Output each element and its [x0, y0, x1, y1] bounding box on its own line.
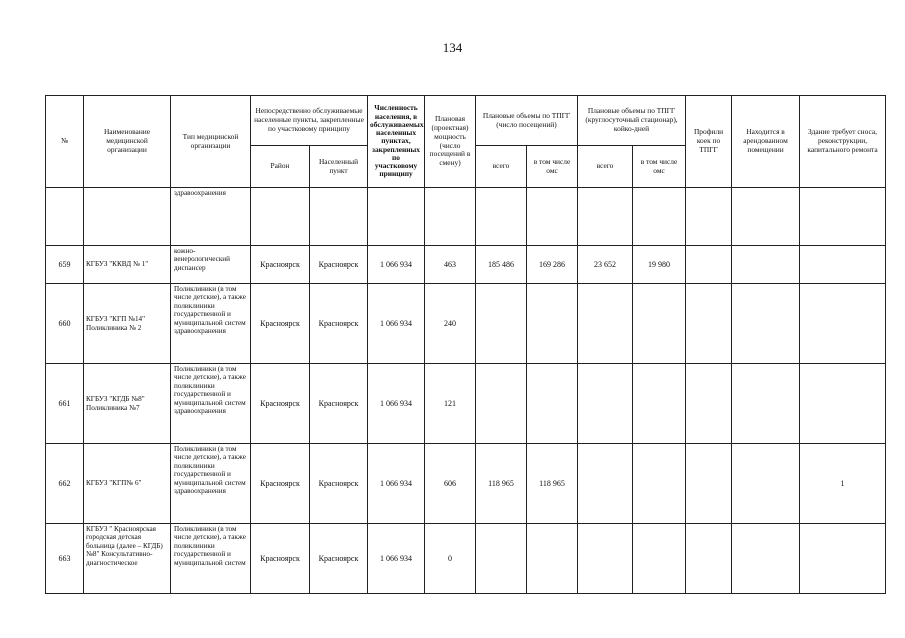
header-tpgg-beds-group: Плановые объемы по ТПГГ (круглосуточный стационар), койко-дней [578, 96, 686, 146]
beds-oms-cell [633, 284, 686, 364]
header-row [46, 96, 886, 146]
settlement-cell: Красноярск [310, 444, 368, 524]
settlement-cell: Красноярск [310, 364, 368, 444]
population-cell: 1 066 934 [368, 444, 425, 524]
building-cell [800, 524, 886, 594]
building-cell [800, 246, 886, 284]
capacity-cell: 606 [425, 444, 476, 524]
beds-total-cell [578, 524, 633, 594]
rented-cell [732, 524, 800, 594]
profiles-cell [686, 364, 732, 444]
header-population: Численность населения, в обслуживаемых населенных пунктах, закрепленных по участковому принципу [368, 96, 425, 188]
beds-oms-cell: 19 980 [633, 246, 686, 284]
capacity-cell: 121 [425, 364, 476, 444]
header-no: № [46, 96, 84, 188]
header-beds-total: всего [578, 146, 633, 188]
org-name-cell: КГБУЗ " Красноярская городская детская больница (далее – КГДБ) №8" Консультативно-диагностическое [84, 524, 171, 594]
header-beds-oms: в том числе омс [633, 146, 686, 188]
med-type-cell: Поликлиники (в том числе детские), а также поликлиники государственной и муниципальной систем [171, 524, 251, 594]
population-cell: 1 066 934 [368, 284, 425, 364]
visits-total-cell [476, 364, 527, 444]
visits-oms-cell [527, 524, 578, 594]
med-type-cell: Поликлиники (в том числе детские), а также поликлиники государственной и муниципальной систем здравоохранения [171, 444, 251, 524]
rented-cell [732, 364, 800, 444]
district-cell: Красноярск [251, 444, 310, 524]
table-row [46, 284, 886, 364]
page-number: 134 [442, 40, 463, 55]
visits-oms-cell: 169 286 [527, 246, 578, 284]
settlement-cell: Красноярск [310, 284, 368, 364]
row-number: 660 [46, 284, 84, 364]
settlement-cell: Красноярск [310, 524, 368, 594]
header-profiles: Профили коек по ТПГГ [686, 96, 732, 188]
district-cell: Красноярск [251, 246, 310, 284]
beds-oms-cell [633, 364, 686, 444]
population-cell: 1 066 934 [368, 524, 425, 594]
header-org-name: Наименование медицинской организации [84, 96, 171, 188]
table-row [46, 188, 886, 246]
visits-oms-cell [527, 284, 578, 364]
population-cell: 1 066 934 [368, 364, 425, 444]
table-row [46, 524, 886, 594]
med-type-cell: здравоохранения [171, 188, 251, 246]
med-type-cell: кожно-венерологический диспансер [171, 246, 251, 284]
settlement-cell: Красноярск [310, 246, 368, 284]
district-cell: Красноярск [251, 524, 310, 594]
beds-total-cell [578, 444, 633, 524]
header-district: Район [251, 146, 310, 188]
header-settlements-group: Непосредственно обслуживаемые населенные пункты, закрепленные по участковому принципу [251, 96, 368, 146]
capacity-cell: 240 [425, 284, 476, 364]
beds-oms-cell [633, 444, 686, 524]
table-row [46, 444, 886, 524]
visits-oms-cell: 118 965 [527, 444, 578, 524]
visits-total-cell: 118 965 [476, 444, 527, 524]
profiles-cell [686, 524, 732, 594]
capacity-cell: 463 [425, 246, 476, 284]
building-cell [800, 284, 886, 364]
district-cell: Красноярск [251, 364, 310, 444]
header-rented: Находится в арендованном помещении [732, 96, 800, 188]
district-cell: Красноярск [251, 284, 310, 364]
profiles-cell [686, 444, 732, 524]
header-building: Здание требует сноса, реконструкции, капитального ремонта [800, 96, 886, 188]
visits-total-cell [476, 284, 527, 364]
population-cell: 1 066 934 [368, 246, 425, 284]
row-number: 663 [46, 524, 84, 594]
building-cell [800, 364, 886, 444]
row-number: 662 [46, 444, 84, 524]
med-type-cell: Поликлиники (в том числе детские), а также поликлиники государственной и муниципальной систем здравоохранения [171, 284, 251, 364]
beds-total-cell [578, 284, 633, 364]
table-row [46, 246, 886, 284]
org-name-cell: КГБУЗ "КГП№ 6" [84, 444, 171, 524]
visits-oms-cell [527, 364, 578, 444]
beds-total-cell: 23 652 [578, 246, 633, 284]
beds-oms-cell [633, 524, 686, 594]
med-type-cell: Поликлиники (в том числе детские), а также поликлиники государственной и муниципальной систем здравоохранения [171, 364, 251, 444]
capacity-cell: 0 [425, 524, 476, 594]
header-tpgg-visits-group: Плановые объемы по ТПГГ (число посещений) [476, 96, 578, 146]
visits-total-cell: 185 486 [476, 246, 527, 284]
org-name-cell: КГБУЗ "КГП №14" Поликлиника № 2 [84, 284, 171, 364]
header-visits-oms: в том числе омс [527, 146, 578, 188]
rented-cell [732, 284, 800, 364]
visits-total-cell [476, 524, 527, 594]
rented-cell [732, 444, 800, 524]
header-visits-total: всего [476, 146, 527, 188]
building-cell: 1 [800, 444, 886, 524]
header-settlement: Населенный пункт [310, 146, 368, 188]
table-row [46, 364, 886, 444]
profiles-cell [686, 284, 732, 364]
org-name-cell: КГБУЗ "ККВД № 1" [84, 246, 171, 284]
rented-cell [732, 246, 800, 284]
row-number: 661 [46, 364, 84, 444]
profiles-cell [686, 246, 732, 284]
header-med-type: Тип медицинской организации [171, 96, 251, 188]
row-number: 659 [46, 246, 84, 284]
beds-total-cell [578, 364, 633, 444]
header-capacity: Плановая (проектная) мощность (число посещений в смену) [425, 96, 476, 188]
org-name-cell: КГБУЗ "КГДБ №8" Поликлиника №7 [84, 364, 171, 444]
facilities-table [45, 95, 886, 594]
